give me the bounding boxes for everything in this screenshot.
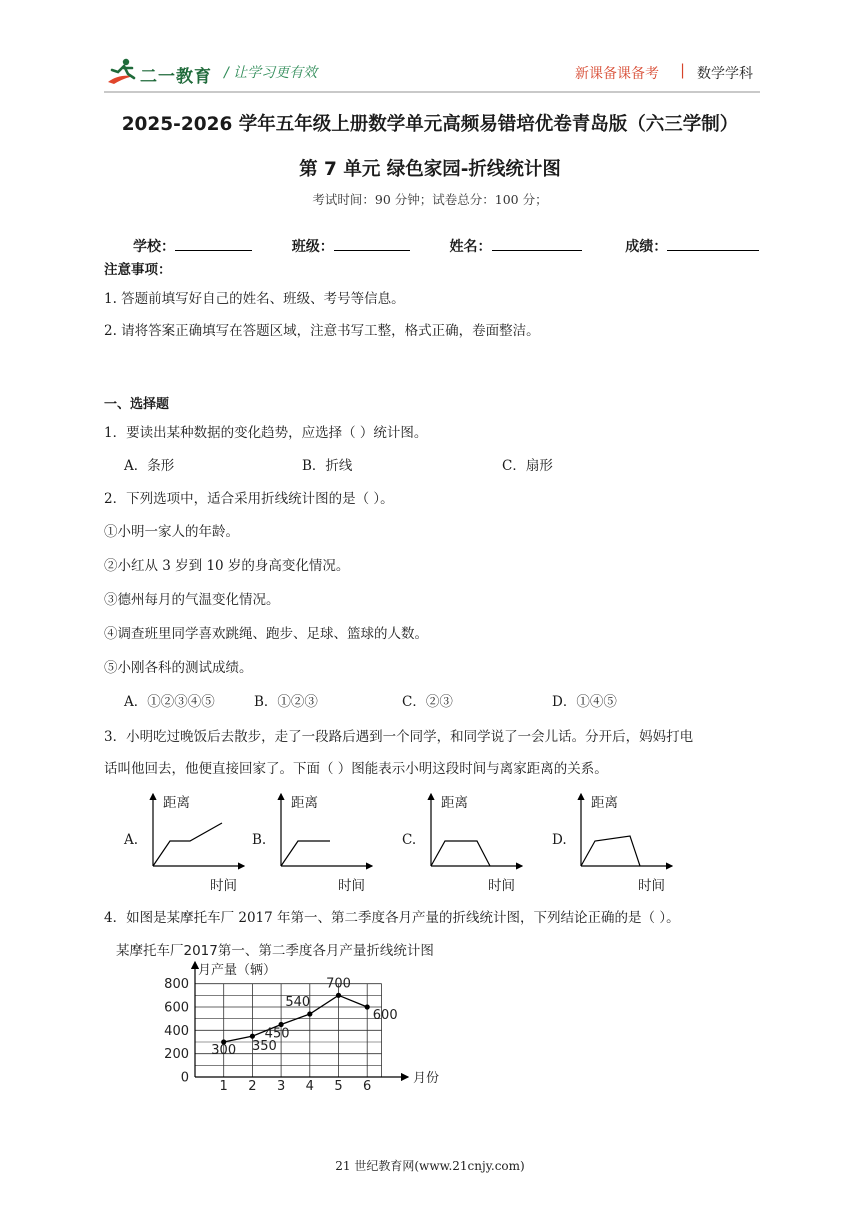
q2-item: ③德州每月的气温变化情况。 bbox=[104, 592, 280, 608]
q3-graph-c-ylabel: 距离 bbox=[441, 795, 468, 811]
chart-y-tick-label: 600 bbox=[164, 1000, 189, 1016]
q2-item: ①小明一家人的年龄。 bbox=[104, 524, 239, 540]
chart-title: 某摩托车厂2017第一、第二季度各月产量折线统计图 bbox=[116, 943, 434, 959]
q2-stem: 2．下列选项中，适合采用折线统计图的是（ ）。 bbox=[104, 491, 394, 507]
chart-data-label: 350 bbox=[251, 1039, 277, 1055]
chart-data-label: 300 bbox=[211, 1043, 237, 1058]
q1-option-c[interactable]: C．扇形 bbox=[502, 458, 553, 474]
chart-data-label: 540 bbox=[285, 995, 311, 1010]
q3-graph-d-xlabel: 时间 bbox=[638, 878, 665, 894]
chart-y-tick-label: 200 bbox=[164, 1047, 189, 1063]
chart-data-point bbox=[307, 1011, 312, 1016]
q2-option-d[interactable]: D．①④⑤ bbox=[552, 694, 617, 710]
q4-stem: 4．如图是某摩托车厂 2017 年第一、第二季度各月产量的折线统计图，下列结论正确的是（ ）。 bbox=[104, 910, 680, 926]
q2-item: ④调查班里同学喜欢跳绳、跑步、足球、篮球的人数。 bbox=[104, 626, 428, 642]
chart-data-point bbox=[336, 993, 341, 998]
footer: 21 世纪教育网(www.21cnjy.com) bbox=[335, 1159, 525, 1173]
slogan: / 让学习更有效 bbox=[224, 65, 318, 81]
name-label: 姓名： bbox=[449, 239, 492, 255]
chart-x-tick-label: 6 bbox=[363, 1079, 372, 1090]
score-blank[interactable] bbox=[667, 237, 759, 251]
chart-y-tick-label: 800 bbox=[164, 977, 189, 993]
logo-text: 二一教育 bbox=[140, 67, 212, 87]
header-course-label: 新课备课备考 bbox=[575, 66, 659, 82]
section-heading: 一、选择题 bbox=[104, 397, 170, 412]
q3-option-b[interactable]: B. bbox=[252, 832, 267, 848]
chart-y-axis-label: 月产量（辆） bbox=[198, 963, 277, 978]
q3-option-a[interactable]: A. bbox=[124, 832, 139, 848]
q2-item: ②小红从 3 岁到 10 岁的身高变化情况。 bbox=[104, 558, 350, 574]
q1-option-b[interactable]: B．折线 bbox=[302, 458, 353, 474]
notice-item: 2. 请将答案正确填写在答题区域，注意书写工整，格式正确，卷面整洁。 bbox=[104, 323, 540, 339]
q3-graph-b-xlabel: 时间 bbox=[338, 878, 365, 894]
chart-x-tick-label: 4 bbox=[305, 1079, 314, 1090]
header-divider bbox=[104, 91, 760, 93]
q3-option-d[interactable]: D. bbox=[552, 832, 567, 848]
student-info-row bbox=[133, 236, 759, 256]
runner-logo-icon bbox=[104, 56, 144, 88]
q3-stem-line2: 话叫他回去，他便直接回家了。下面（ ）图能表示小明这段时间与离家距离的关系。 bbox=[104, 761, 608, 777]
q3-graph-a-ylabel: 距离 bbox=[163, 795, 190, 811]
class-blank[interactable] bbox=[334, 237, 410, 251]
notice-item: 1. 答题前填写好自己的姓名、班级、考号等信息。 bbox=[104, 291, 405, 307]
chart-data-label: 700 bbox=[326, 976, 351, 992]
q1-stem: 1．要读出某种数据的变化趋势，应选择（ ）统计图。 bbox=[104, 425, 428, 441]
q3-graph-b-ylabel: 距离 bbox=[291, 795, 318, 811]
name-blank[interactable] bbox=[492, 237, 582, 251]
school-blank[interactable] bbox=[175, 237, 252, 251]
score-label: 成绩： bbox=[625, 239, 668, 255]
chart-data-label: 600 bbox=[372, 1008, 398, 1023]
chart-data-label: 450 bbox=[264, 1026, 290, 1042]
q2-option-b[interactable]: B．①②③ bbox=[254, 694, 318, 710]
paper-title: 2025-2026 学年五年级上册数学单元高频易错培优卷青岛版（六三学制） bbox=[121, 114, 739, 135]
chart-x-tick-label: 2 bbox=[248, 1079, 257, 1090]
q2-option-c[interactable]: C．②③ bbox=[402, 694, 453, 710]
q3-graph-d-ylabel: 距离 bbox=[591, 795, 618, 811]
q3-graph-c-xlabel: 时间 bbox=[488, 878, 515, 894]
q3-graph-a-xlabel: 时间 bbox=[210, 878, 237, 894]
unit-title: 第 7 单元 绿色家园-折线统计图 bbox=[299, 159, 561, 180]
chart-x-axis-label: 月份 bbox=[413, 1071, 440, 1086]
q4-line-chart bbox=[110, 940, 470, 1090]
q3-option-c[interactable]: C. bbox=[402, 832, 417, 848]
q1-option-a[interactable]: A．条形 bbox=[124, 458, 175, 474]
q3-stem-line1: 3．小明吃过晚饭后去散步，走了一段路后遇到一个同学，和同学说了一会儿话。分开后，妈妈打电 bbox=[104, 729, 694, 745]
q2-option-a[interactable]: A．①②③④⑤ bbox=[124, 694, 215, 710]
exam-info: 考试时间：90 分钟；试卷总分：100 分； bbox=[312, 192, 548, 207]
chart-data-point bbox=[250, 1034, 255, 1039]
q2-item: ⑤小刚各科的测试成绩。 bbox=[104, 660, 253, 676]
header-subject: 数学学科 bbox=[697, 66, 753, 82]
chart-y-tick-label: 400 bbox=[164, 1023, 189, 1039]
chart-x-tick-label: 1 bbox=[219, 1079, 228, 1090]
chart-data-point bbox=[365, 1004, 370, 1009]
header-separator: | bbox=[680, 61, 686, 79]
chart-x-tick-label: 3 bbox=[276, 1079, 286, 1090]
chart-y-tick-label: 0 bbox=[180, 1070, 189, 1086]
class-label: 班级： bbox=[291, 239, 334, 255]
school-label: 学校： bbox=[133, 239, 175, 255]
notice-heading: 注意事项： bbox=[104, 262, 172, 278]
chart-x-tick-label: 5 bbox=[334, 1079, 343, 1090]
